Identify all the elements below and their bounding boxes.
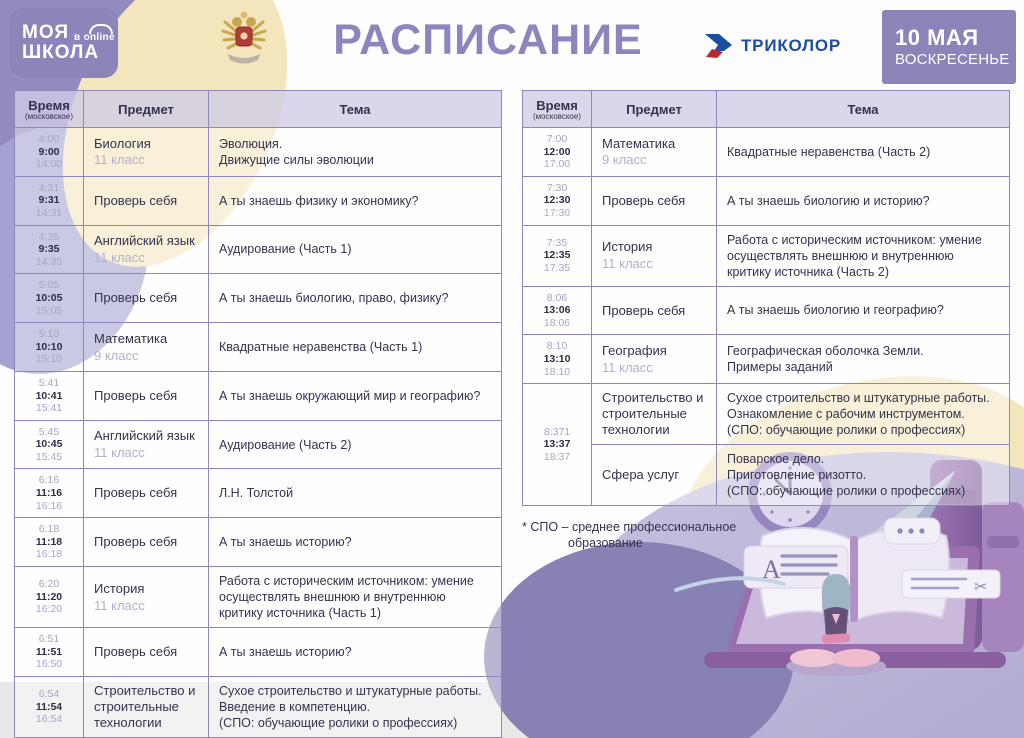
time-cell: [523, 335, 592, 384]
subject-grade: 11 класс: [602, 359, 653, 375]
subject-cell: [84, 274, 209, 323]
subject-cell: [592, 445, 717, 506]
subject-name: Сфера услуг: [602, 467, 680, 483]
theme-cell: [209, 567, 502, 628]
time-text: 11:20: [35, 590, 63, 603]
time-text: 13:06: [543, 304, 571, 317]
time-text: 16:20: [35, 603, 63, 616]
subject-name: Проверь себя: [94, 192, 178, 208]
time-text: 6:18: [38, 523, 60, 536]
time-text: 10:10: [35, 340, 63, 353]
theme-cell: [209, 225, 502, 274]
theme-cell: [717, 128, 1010, 177]
time-text: 16:18: [35, 548, 63, 561]
theme-line: Квадратные неравенства (Часть 1): [219, 340, 423, 355]
theme-cell: [717, 445, 1010, 506]
subject-name: Строительство и строительные технологии: [602, 390, 704, 438]
subject-grade: 9 класс: [94, 347, 139, 363]
theme-line: А ты знаешь историю?: [219, 535, 352, 550]
theme-line: А ты знаешь биологию и историю?: [727, 193, 930, 208]
subject-cell: [84, 225, 209, 274]
subject-cell: [84, 628, 209, 677]
time-cell: [15, 371, 84, 420]
theme-line: А ты знаешь физику и экономику?: [219, 193, 419, 208]
theme-line: (СПО: обучающие ролики о профессиях): [219, 715, 458, 730]
time-text: 18:37: [543, 450, 571, 463]
subject-cell: [84, 323, 209, 372]
time-cell: [15, 323, 84, 372]
moya-shkola-logo: [10, 8, 118, 78]
time-text: 9:31: [38, 194, 60, 207]
subject-name: История: [602, 239, 653, 255]
schedule-row: [15, 274, 502, 323]
theme-line: (СПО: обучающие ролики о профессиях): [727, 484, 966, 499]
schedule-row: [15, 225, 502, 274]
theme-line: Географическая оболочка Земли.: [727, 344, 924, 359]
subject-cell: [84, 518, 209, 567]
theme-line: Движущие силы эволюции: [219, 152, 374, 167]
time-cell: [15, 628, 84, 677]
theme-cell: [717, 176, 1010, 225]
theme-line: Эволюция.: [219, 136, 283, 151]
time-column-header: Время (московское): [15, 91, 84, 128]
scissors-tag-icon: [902, 570, 1000, 598]
subject-name: Английский язык: [94, 233, 195, 249]
theme-line: А ты знаешь историю?: [219, 644, 352, 659]
subject-name: Строительство и строительные технологии: [94, 683, 196, 730]
time-text: 10:45: [35, 438, 63, 451]
subject-cell: [592, 128, 717, 177]
date-text: 10 МАЯ: [895, 25, 979, 51]
time-text: 4:00: [38, 133, 60, 145]
tricolor-arrow-icon: [704, 33, 734, 59]
theme-line: Квадратные неравенства (Часть 2): [727, 144, 931, 159]
subject-grade: 11 класс: [602, 256, 653, 272]
wifi-arc-icon: [89, 24, 113, 34]
schedule-row: [15, 676, 502, 737]
time-text: 15:05: [35, 304, 63, 317]
schedule-row: [15, 323, 502, 372]
time-cell: [15, 274, 84, 323]
weekday-text: ВОСКРЕСЕНЬЕ: [895, 50, 1010, 68]
theme-line: Примеры заданий: [727, 360, 833, 375]
subject-name: Проверь себя: [94, 387, 178, 403]
time-text: 7:35: [546, 236, 568, 249]
time-cell: [15, 176, 84, 225]
table-header-row: [15, 91, 502, 128]
time-text: 18:10: [543, 365, 571, 378]
time-text: 4:31: [38, 181, 60, 194]
time-text: 9:35: [38, 243, 60, 256]
time-text: 17:30: [543, 206, 571, 219]
subject-cell: [84, 128, 209, 177]
date-badge: [882, 10, 1016, 84]
time-text: 15:41: [35, 402, 63, 415]
time-cell: [523, 384, 592, 506]
ministry-emblem-icon: [220, 10, 268, 68]
theme-cell: [209, 469, 502, 518]
theme-cell: [209, 323, 502, 372]
subject-cell: [592, 335, 717, 384]
subject-cell: [592, 384, 717, 445]
theme-line: Сухое строительство и штукатурные работы.: [727, 391, 990, 406]
subject-name: Проверь себя: [94, 485, 178, 501]
time-text: 5:10: [38, 328, 60, 341]
time-column-header: Время (московское): [523, 91, 592, 128]
subject-name: Математика: [602, 135, 676, 151]
time-text: 11:54: [35, 700, 63, 713]
subject-cell: [84, 676, 209, 737]
subject-cell: [592, 176, 717, 225]
schedule-row: [523, 286, 1010, 335]
time-text: 14:31: [35, 206, 63, 219]
time-text: 12:35: [543, 249, 571, 262]
subject-cell: [84, 371, 209, 420]
logo-text-moya: МОЯ: [22, 22, 70, 44]
theme-cell: [209, 518, 502, 567]
schedule-table-right: [522, 90, 1010, 506]
schedule-row: [15, 628, 502, 677]
spo-footnote: * СПО – среднее профессиональное образование: [522, 520, 737, 551]
subject-name: Проверь себя: [94, 643, 178, 659]
time-text: 16:50: [35, 658, 63, 671]
time-text: 10:41: [35, 389, 63, 402]
theme-line: Аудирование (Часть 1): [219, 242, 352, 257]
theme-line: Приготовление ризотто.: [727, 468, 867, 483]
subject-cell: [592, 286, 717, 335]
schedule-row: [15, 567, 502, 628]
schedule-row: [15, 176, 502, 225]
schedule-row: [523, 384, 1010, 445]
time-text: 8:371: [543, 425, 571, 438]
time-text: 5:05: [38, 279, 60, 292]
time-text: 8:06: [546, 291, 568, 304]
time-text: 15:45: [35, 450, 63, 463]
time-cell: [15, 225, 84, 274]
theme-cell: [209, 371, 502, 420]
theme-cell: [209, 176, 502, 225]
subject-grade: 11 класс: [94, 152, 145, 168]
time-text: 5:41: [38, 376, 60, 389]
subject-name: Проверь себя: [602, 302, 686, 318]
subject-grade: 11 класс: [94, 249, 145, 265]
time-text: 8:10: [546, 340, 568, 353]
subject-cell: [592, 225, 717, 286]
subject-cell: [84, 420, 209, 469]
time-text: 5:45: [38, 425, 60, 438]
time-text: 16:54: [35, 713, 63, 726]
time-text: 6:16: [38, 474, 60, 487]
subject-name: Английский язык: [94, 428, 195, 444]
theme-cell: [717, 286, 1010, 335]
logo-text-shkola: ШКОЛА: [22, 42, 100, 63]
subject-name: Математика: [94, 330, 168, 346]
time-text: 15:10: [35, 353, 63, 366]
time-text: 10:05: [35, 291, 63, 304]
time-cell: [15, 676, 84, 737]
time-text: 12:30: [543, 194, 571, 207]
theme-line: Аудирование (Часть 2): [219, 437, 352, 452]
time-text: 9:00: [38, 145, 60, 158]
theme-cell: [717, 384, 1010, 445]
svg-text:A: A: [762, 555, 781, 584]
time-text: 11:18: [35, 535, 63, 548]
time-text: 6:51: [38, 633, 60, 646]
subject-grade: 9 класс: [602, 152, 647, 168]
time-cell: [523, 286, 592, 335]
schedule-row: [15, 469, 502, 518]
subject-column-header: Предмет: [592, 91, 717, 128]
schedule-table-left-wrap: [14, 90, 502, 738]
schedule-row: [15, 371, 502, 420]
subject-name: Биология: [94, 135, 151, 151]
svg-text:✂: ✂: [974, 579, 988, 596]
subject-cell: [84, 567, 209, 628]
theme-cell: [209, 420, 502, 469]
theme-column-header: Тема: [209, 91, 502, 128]
time-text: 4:35: [38, 230, 60, 243]
subject-name: Проверь себя: [94, 290, 178, 306]
table-header-row: [523, 91, 1010, 128]
schedule-row: [523, 176, 1010, 225]
logo-online-label: в online: [74, 25, 115, 43]
time-cell: [523, 225, 592, 286]
theme-line: Ознакомление с рабочим инструментом.: [727, 407, 965, 422]
theme-cell: [209, 274, 502, 323]
time-cell: [523, 176, 592, 225]
theme-cell: [717, 225, 1010, 286]
subject-cell: [84, 176, 209, 225]
time-text: 11:16: [35, 487, 63, 500]
time-text: 18:06: [543, 316, 571, 329]
schedule-table-right-wrap: [522, 90, 1010, 552]
subject-cell: [84, 469, 209, 518]
theme-cell: [209, 128, 502, 177]
tricolor-logo: [704, 33, 841, 59]
time-text: 17:35: [543, 261, 571, 274]
time-text: 14:35: [35, 255, 63, 268]
time-cell: [15, 128, 84, 177]
subject-grade: 11 класс: [94, 445, 145, 461]
theme-line: Введение в компетенцию.: [219, 699, 371, 714]
theme-cell: [717, 335, 1010, 384]
theme-line: А ты знаешь биологию, право, физику?: [219, 291, 449, 306]
time-text: 13:10: [543, 352, 571, 365]
subject-grade: 11 класс: [94, 597, 145, 613]
time-cell: [15, 420, 84, 469]
theme-line: Работа с историческим источником: умение осуществлять внешнюю и внутреннюю критику источника (Часть 1): [219, 574, 474, 621]
time-text: 11:51: [35, 645, 63, 658]
time-text: 7:00: [546, 133, 568, 145]
subject-name: История: [94, 580, 145, 596]
schedule-row: [523, 128, 1010, 177]
schedule-table-left: [14, 90, 502, 738]
time-cell: [523, 128, 592, 177]
time-cell: [15, 469, 84, 518]
time-text: 6:20: [38, 578, 60, 591]
subject-column-header: Предмет: [84, 91, 209, 128]
theme-cell: [209, 628, 502, 677]
schedule-row: [523, 445, 1010, 506]
time-text: 13:37: [543, 438, 571, 451]
schedule-row: [523, 335, 1010, 384]
time-cell: [15, 518, 84, 567]
theme-line: Поварское дело.: [727, 452, 825, 467]
time-text: 16:16: [35, 499, 63, 512]
page-title: РАСПИСАНИЕ: [333, 16, 643, 64]
subject-name: Проверь себя: [602, 192, 686, 208]
subject-name: Проверь себя: [94, 534, 178, 550]
theme-line: Сухое строительство и штукатурные работы.: [219, 683, 482, 698]
schedule-row: [15, 518, 502, 567]
theme-column-header: Тема: [717, 91, 1010, 128]
theme-line: А ты знаешь окружающий мир и географию?: [219, 388, 481, 403]
theme-line: Работа с историческим источником: умение осуществлять внешнюю и внутреннюю критику источника (Часть 2): [727, 232, 982, 279]
time-text: 12:00: [543, 145, 571, 158]
time-text: 14:00: [35, 158, 63, 171]
subject-name: География: [602, 342, 667, 358]
tricolor-label: ТРИКОЛОР: [741, 36, 842, 55]
theme-line: Л.Н. Толстой: [219, 486, 294, 501]
schedule-row: [15, 128, 502, 177]
theme-cell: [209, 676, 502, 737]
schedule-row: [15, 420, 502, 469]
time-text: 7:30: [546, 181, 568, 194]
time-cell: [15, 567, 84, 628]
time-text: 6:54: [38, 687, 60, 700]
schedule-row: [523, 225, 1010, 286]
theme-line: А ты знаешь биологию и географию?: [727, 303, 944, 318]
time-text: 17:00: [543, 158, 571, 171]
theme-line: (СПО: обучающие ролики о профессиях): [727, 423, 966, 438]
